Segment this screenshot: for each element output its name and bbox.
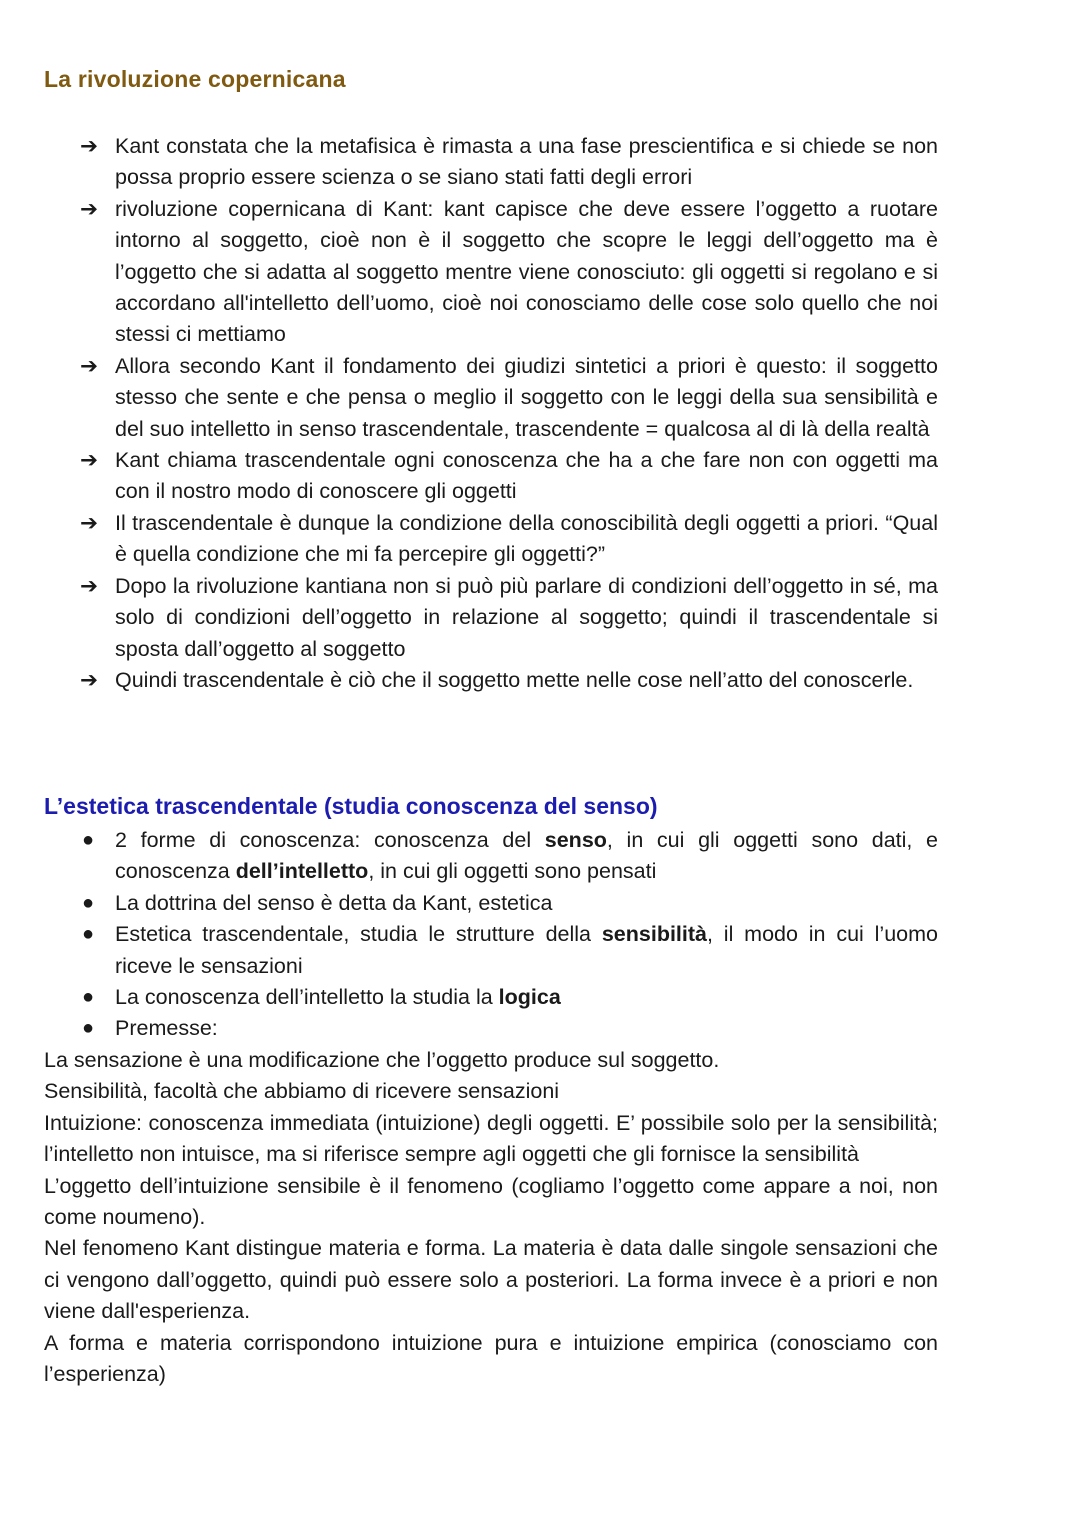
arrow-right-icon: ➔ [80,196,99,221]
list-item [44,571,938,665]
arrow-right-icon: ➔ [80,667,99,692]
list-item [44,982,938,1013]
list-item [44,351,938,445]
list-item [44,919,938,982]
list-item [44,1013,938,1044]
bold-term: dell’intelletto [235,859,369,884]
bold-term: senso [544,828,607,852]
bullet-icon: ● [82,1017,95,1040]
bullet-icon: ● [82,986,95,1009]
list-item-text: Dopo la rivoluzione kantiana non si può più parlare di condizioni dell’oggetto in sé, ma solo di condizioni dell’oggetto in relazione al soggetto; quindi il trascendentale si sposta dall’oggetto al soggetto [115,573,938,661]
bold-term: logica [498,985,561,1010]
list-item-text: La conoscenza dell’intelletto la studia la logica [115,985,561,1010]
paragraph: A forma e materia corrispondono intuizione pura e intuizione empirica (conosciamo con l’esperienza) [44,1330,938,1387]
list-item [44,665,938,696]
paragraph: L’oggetto dell’intuizione sensibile è il fenomeno (cogliamo l’oggetto come appare a noi, non come noumeno). [44,1173,938,1230]
list-item-text: Estetica trascendentale, studia le strutture della sensibilità, il modo in cui l’uomo riceve le sensazioni [115,922,938,978]
list-item-text: 2 forme di conoscenza: conoscenza del senso, in cui gli oggetti sono dati, e conoscenza dell’intelletto, in cui gli oggetti sono pensati [115,828,938,884]
arrow-list-rivoluzione [44,131,938,696]
list-item [44,194,938,351]
list-item-text: Quindi trascendentale è ciò che il soggetto mette nelle cose nell’atto del conoscerle. [115,667,914,692]
arrow-right-icon: ➔ [80,134,99,158]
premesse-paragraphs [44,1045,938,1390]
paragraph: La sensazione è una modificazione che l’oggetto produce sul soggetto. [44,1048,720,1072]
list-item [44,825,938,888]
list-item [44,888,938,919]
bold-term: sensibilità [601,922,707,947]
paragraph: Intuizione: conoscenza immediata (intuizione) degli oggetti. E’ possibile solo per la sensibilità; l’intelletto non intuisce, ma si riferisce sempre agli oggetti che gli fornisce la sensibilità [44,1110,938,1167]
paragraph: Sensibilità, facoltà che abbiamo di ricevere sensazioni [44,1079,560,1104]
list-item-text: Kant chiama trascendentale ogni conoscenza che ha a che fare non con oggetti ma con il nostro modo di conoscere gli oggetti [115,448,938,504]
list-item [44,131,938,194]
section-title-estetica-trascendentale: L’estetica trascendentale (studia conoscenza del senso) [44,793,658,819]
arrow-right-icon: ➔ [80,353,99,378]
list-item-text: rivoluzione copernicana di Kant: kant capisce che deve essere l’oggetto a ruotare intorno al soggetto, cioè non è il soggetto che scopre le leggi dell’oggetto ma è l’oggetto che si adatta al soggetto mentre viene conosciuto: gli oggetti si regolano e si accordano all'intelletto dell’uomo, cioè noi conosciamo delle cose solo quello che noi stessi ci mettiamo [115,196,938,347]
list-item-text: Il trascendentale è dunque la condizione della conoscibilità degli oggetti a priori. “Qual è quella condizione che mi fa percepire gli oggetti?” [115,510,938,567]
list-item-text: Kant constata che la metafisica è rimasta a una fase prescientifica e si chiede se non possa proprio essere scienza o se siano stati fatti degli errori [115,134,938,190]
section-title-rivoluzione-copernicana: La rivoluzione copernicana [44,66,346,92]
bullet-icon: ● [82,923,95,946]
list-item [44,508,938,571]
list-item [44,445,938,508]
bullet-list-estetica [44,825,938,1045]
arrow-right-icon: ➔ [80,573,99,598]
list-item-text: La dottrina del senso è detta da Kant, estetica [115,890,553,915]
arrow-right-icon: ➔ [80,448,99,473]
list-item-text: Premesse: [115,1016,218,1041]
paragraph: Nel fenomeno Kant distingue materia e forma. La materia è data dalle singole sensazioni che ci vengono dall’oggetto, quindi può essere solo a posteriori. La forma invece è a priori e non viene dall'esperienza. [44,1236,938,1324]
arrow-right-icon: ➔ [80,510,99,535]
bullet-icon: ● [82,829,95,851]
bullet-icon: ● [82,891,95,914]
list-item-text: Allora secondo Kant il fondamento dei giudizi sintetici a priori è questo: il soggetto stesso che sente e che pensa o meglio il soggetto con le leggi della sua sensibilità e del suo intelletto in senso trascendentale, trascendente = qualcosa al di là della realtà [115,353,938,441]
